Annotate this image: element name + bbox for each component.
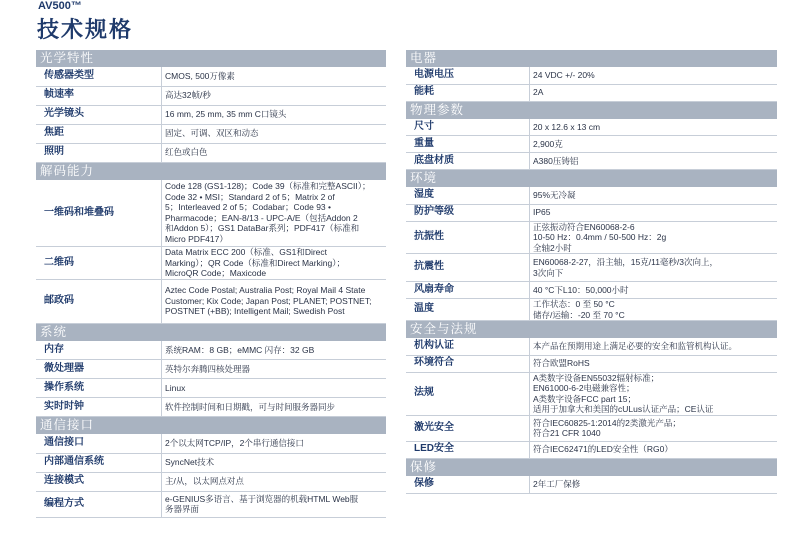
spec-label: 帧速率 <box>36 86 162 105</box>
spec-row <box>406 476 777 494</box>
spec-label: 湿度 <box>406 187 530 204</box>
spec-label: 邮政码 <box>36 279 162 323</box>
spec-label: 机构认证 <box>406 338 530 355</box>
spec-value <box>162 398 387 417</box>
spec-row <box>36 86 386 105</box>
spec-value <box>530 221 778 254</box>
spec-row <box>406 299 777 321</box>
spec-value <box>530 84 778 101</box>
spec-row <box>36 472 386 491</box>
spec-value-line: MicroQR Code；Maxicode <box>165 268 267 278</box>
spec-value-line: A380压铸铝 <box>533 155 579 166</box>
spec-row <box>36 124 386 143</box>
spec-value-line: EN60068-2-27，沿主轴，15克/11毫秒/3次向上， <box>533 257 719 267</box>
spec-table <box>36 341 386 418</box>
model-name: AV500™ <box>38 0 82 12</box>
spec-row <box>406 187 777 204</box>
spec-value <box>162 105 387 124</box>
spec-label: 温度 <box>406 299 530 321</box>
section-header: 安全与法规 <box>406 321 777 338</box>
spec-value-line: Pharmacode；EAN-8/13 - UPC-A/E（包括Addon 2 <box>165 212 358 223</box>
spec-row <box>406 372 777 415</box>
spec-table <box>406 476 777 495</box>
spec-label: 抗振性 <box>406 221 530 254</box>
spec-value-line: POSTNET (+BB); Intelligent Mail; Swedish Post <box>165 306 345 317</box>
spec-row <box>36 105 386 124</box>
spec-row <box>36 398 386 417</box>
spec-value-line: 主/从，以太网点对点 <box>165 476 244 487</box>
spec-value-line: 软件控制时间和日期戳，可与时间服务器同步 <box>165 401 336 412</box>
spec-label: 照明 <box>36 143 162 162</box>
spec-value-line: Data Matrix ECC 200（标准、GS1和Direct <box>165 247 328 257</box>
spec-value-line: 储存/运输：-20 至 70 °C <box>533 309 625 320</box>
spec-label: 内存 <box>36 341 162 360</box>
spec-row <box>36 379 386 398</box>
spec-value <box>530 204 778 221</box>
spec-value-line: Code 32 • MSI；Standard 2 of 5；Matrix 2 of <box>165 191 335 202</box>
spec-value-line: Aztec Code Postal; Australia Post; Royal Mail 4 State <box>165 285 366 296</box>
spec-value-line: 2A <box>533 87 544 98</box>
spec-row <box>406 338 777 355</box>
spec-row <box>406 136 777 153</box>
spec-label: 底盘材质 <box>406 153 530 170</box>
spec-label: 实时时钟 <box>36 398 162 417</box>
spec-value-line: 3次向下 <box>533 267 564 278</box>
spec-value <box>162 341 387 360</box>
spec-row <box>36 434 386 453</box>
spec-value <box>530 372 778 415</box>
spec-value-line: Marking）；QR Code（标准和Direct Marking）； <box>165 257 345 268</box>
spec-value-line: 符合21 CFR 1040 <box>533 428 601 438</box>
spec-value <box>162 86 387 105</box>
spec-label: 传感器类型 <box>36 67 162 86</box>
spec-value <box>162 247 387 280</box>
spec-value-line: CMOS, 500万像素 <box>165 71 235 81</box>
spec-row <box>36 491 386 517</box>
spec-table <box>36 180 386 324</box>
spec-value <box>162 434 387 453</box>
spec-value-line: 16 mm, 25 mm, 35 mm C口镜头 <box>165 109 287 120</box>
spec-value-line: 符合IEC60825-1:2014的2类激光产品； <box>533 417 681 428</box>
section-header: 解码能力 <box>36 163 386 180</box>
spec-value-line: 2,900克 <box>533 138 563 149</box>
spec-value <box>530 355 778 372</box>
spec-value <box>530 476 778 494</box>
spec-row <box>406 441 777 458</box>
spec-row <box>406 67 777 84</box>
spec-value-line: Customer; Kix Code; Japan Post; PLANET; POSTNET; <box>165 295 372 306</box>
spec-row <box>36 180 386 247</box>
section-header: 电器 <box>406 50 777 67</box>
section-header: 光学特性 <box>36 50 386 67</box>
spec-value-line: Linux <box>165 382 186 393</box>
spec-value-line: 和Addon 5）；GS1 DataBar系列；PDF417（标准和 <box>165 223 360 234</box>
spec-row <box>406 415 777 441</box>
spec-value <box>530 415 778 441</box>
spec-label: 重量 <box>406 136 530 153</box>
spec-value <box>530 338 778 355</box>
spec-value <box>530 254 778 282</box>
spec-label: 二维码 <box>36 247 162 280</box>
spec-label: 编程方式 <box>36 491 162 517</box>
spec-label: 电源电压 <box>406 67 530 84</box>
spec-value-line: 24 VDC +/- 20% <box>533 70 595 80</box>
spec-label: 环境符合 <box>406 355 530 372</box>
spec-value-line: 固定、可调、双区和动态 <box>165 128 259 139</box>
spec-value-line: 本产品在预期用途上满足必要的安全和监管机构认证。 <box>533 341 738 351</box>
spec-value-line: A类数字设备FCC part 15； <box>533 393 636 404</box>
spec-label: 保修 <box>406 476 530 494</box>
spec-value <box>162 124 387 143</box>
spec-value <box>162 180 387 247</box>
spec-row <box>406 254 777 282</box>
spec-value <box>530 187 778 204</box>
spec-table <box>406 187 777 321</box>
spec-table <box>406 67 777 102</box>
spec-value <box>162 379 387 398</box>
spec-row <box>406 153 777 170</box>
spec-row <box>406 119 777 136</box>
spec-value-line: 95%无冷凝 <box>533 190 576 200</box>
spec-value <box>162 472 387 491</box>
spec-label: 激光安全 <box>406 415 530 441</box>
spec-value-line: 符合IEC62471的LED安全性（RG0） <box>533 444 673 455</box>
spec-value <box>530 299 778 321</box>
spec-value <box>530 119 778 136</box>
section-header: 保修 <box>406 459 777 476</box>
spec-value-line: 40 °C下L10：50,000小时 <box>533 284 629 295</box>
right-column <box>406 50 777 494</box>
spec-value-line: 工作状态：0 至 50 °C <box>533 299 615 309</box>
spec-value <box>530 67 778 84</box>
spec-value-line: 英特尔奔腾四核处理器 <box>165 363 251 374</box>
spec-table <box>36 67 386 163</box>
spec-value-line: 10-50 Hz：0.4mm / 50-500 Hz：2g <box>533 232 667 242</box>
spec-value-line: 正弦振动符合EN60068-2-6 <box>533 221 635 232</box>
spec-table <box>406 338 777 459</box>
spec-value <box>162 360 387 379</box>
page-title: 技术规格 <box>37 17 134 42</box>
spec-value-line: 高达32帧/秒 <box>165 90 211 101</box>
spec-value <box>162 143 387 162</box>
spec-value <box>162 279 387 323</box>
spec-value <box>530 136 778 153</box>
spec-value <box>162 453 387 472</box>
spec-value-line: 红色或白色 <box>165 147 208 158</box>
spec-value-line: EN61000-6-2电磁兼容性； <box>533 383 635 393</box>
spec-value-line: 适用于加拿大和美国的cULus认证产品；CE认证 <box>533 404 714 414</box>
spec-value <box>530 441 778 458</box>
section-header: 物理参数 <box>406 102 777 119</box>
section-header: 通信接口 <box>36 417 386 434</box>
spec-row <box>406 221 777 254</box>
spec-row <box>36 279 386 323</box>
spec-label: 尺寸 <box>406 119 530 136</box>
spec-label: 法规 <box>406 372 530 415</box>
spec-value-line: 5；Interleaved 2 of 5；Codabar；Code 93 • <box>165 202 331 213</box>
spec-table <box>406 119 777 171</box>
spec-row <box>406 355 777 372</box>
spec-value-line: 全轴2小时 <box>533 242 572 253</box>
spec-value-line: 20 x 12.6 x 13 cm <box>533 121 601 132</box>
spec-row <box>36 360 386 379</box>
spec-value <box>162 491 387 517</box>
spec-value-line: e-GENIUS多语言、基于浏览器的机载HTML Web服 <box>165 493 359 504</box>
spec-row <box>406 282 777 299</box>
spec-label: 微处理器 <box>36 360 162 379</box>
spec-value-line: 务器界面 <box>165 504 200 514</box>
spec-row <box>36 67 386 86</box>
spec-row <box>36 453 386 472</box>
left-column <box>36 50 386 518</box>
spec-value <box>162 67 387 86</box>
spec-row <box>406 84 777 101</box>
spec-row <box>36 143 386 162</box>
spec-value-line: IP65 <box>533 207 551 218</box>
spec-value-line: SyncNet技术 <box>165 457 215 468</box>
spec-label: 一维码和堆叠码 <box>36 180 162 247</box>
spec-label: LED安全 <box>406 441 530 458</box>
spec-value-line: 2年工厂保修 <box>533 479 581 489</box>
spec-row <box>406 204 777 221</box>
spec-label: 抗震性 <box>406 254 530 282</box>
spec-value-line: 符合欧盟RoHS <box>533 358 590 369</box>
spec-table <box>36 434 386 518</box>
spec-label: 操作系统 <box>36 379 162 398</box>
spec-label: 防护等级 <box>406 204 530 221</box>
spec-row <box>36 341 386 360</box>
spec-label: 风扇寿命 <box>406 282 530 299</box>
spec-value <box>530 282 778 299</box>
spec-row <box>36 247 386 280</box>
spec-label: 通信接口 <box>36 434 162 453</box>
section-header: 环境 <box>406 170 777 187</box>
spec-label: 光学镜头 <box>36 105 162 124</box>
spec-value-line: 2个以太网TCP/IP，2个串行通信接口 <box>165 438 304 448</box>
section-header: 系统 <box>36 324 386 341</box>
spec-label: 焦距 <box>36 124 162 143</box>
spec-value-line: Micro PDF417） <box>165 233 228 244</box>
spec-value <box>530 153 778 170</box>
spec-label: 内部通信系统 <box>36 453 162 472</box>
spec-value-line: Code 128 (GS1-128)；Code 39（标准和完整ASCII）； <box>165 181 371 192</box>
spec-label: 连接模式 <box>36 472 162 491</box>
spec-value-line: 系统RAM：8 GB；eMMC 闪存：32 GB <box>165 344 315 355</box>
spec-label: 能耗 <box>406 84 530 101</box>
spec-value-line: A类数字设备EN55032辐射标准； <box>533 372 660 383</box>
